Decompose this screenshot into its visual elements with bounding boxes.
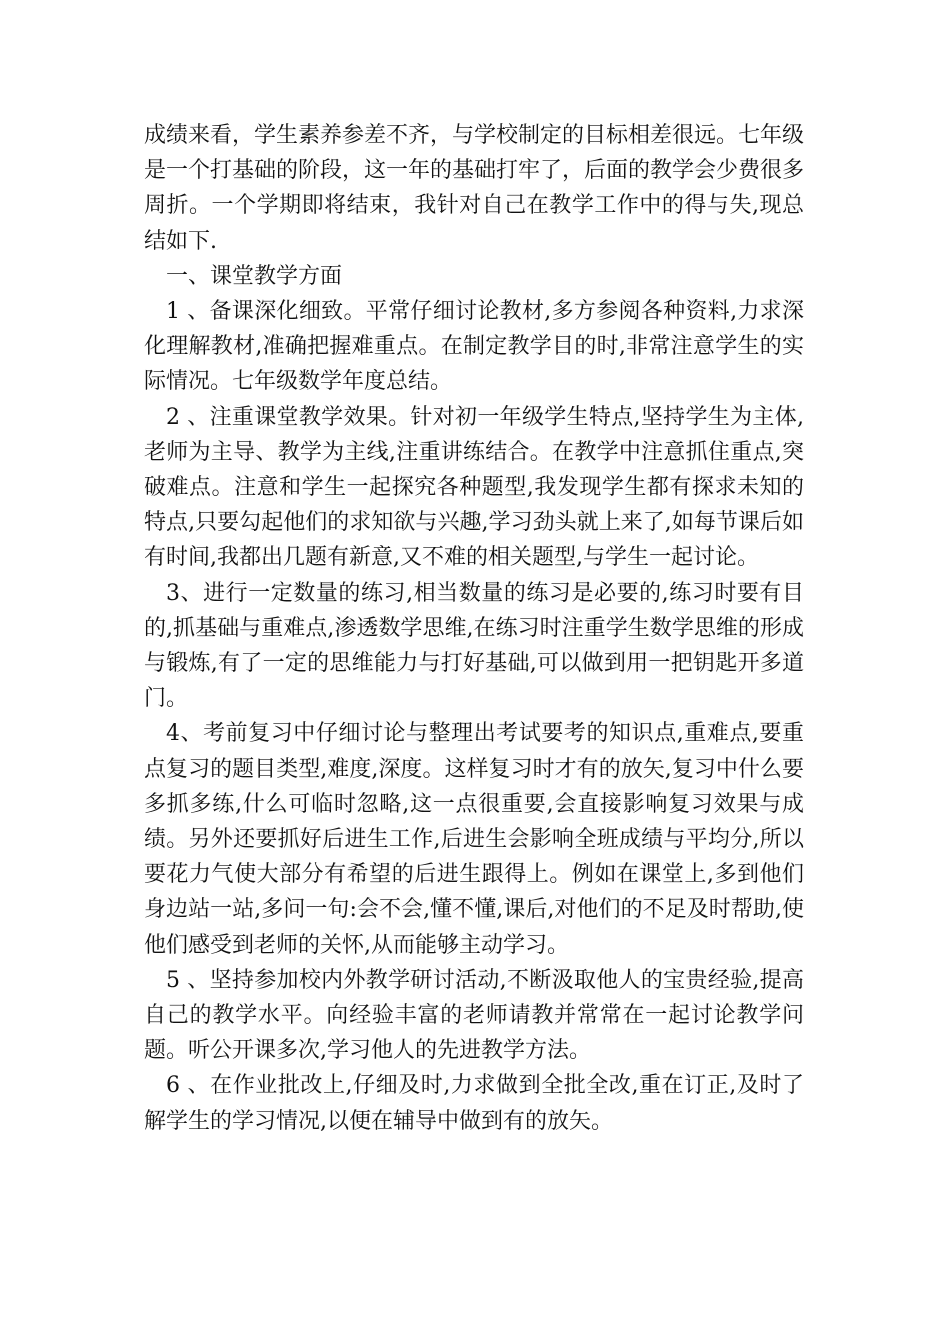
intro-paragraph: 成绩来看，学生素养参差不齐，与学校制定的目标相差很远。七年级是一个打基础的阶段，这一年的基础打牢了，后面的教学会少费很多周折。一个学期即将结束，我针对自己在教学工作中的得与失,现总结如下. xyxy=(144,123,805,254)
list-item-3: 3、进行一定数量的练习,相当数量的练习是必要的,练习时要有目的,抓基础与重难点,渗透数学思维,在练习时注重学生数学思维的形成与锻炼,有了一定的思维能力与打好基础,可以做到用一把钥匙开多道门。 xyxy=(144,580,804,712)
document-page xyxy=(144,118,804,1139)
list-item-1: 1 、备课深化细致。平常仔细讨论教材,多方参阅各种资料,力求深化理解教材,准确把握难重点。在制定教学目的时,非常注意学生的实际情况。七年级数学年度总结。 xyxy=(144,299,804,395)
section-heading: 一、课堂教学方面 xyxy=(166,263,343,289)
list-item-6: 6 、在作业批改上,仔细及时,力求做到全批全改,重在订正,及时了解学生的学习情况,以便在辅导中做到有的放矢。 xyxy=(144,1073,804,1134)
list-item-5: 5 、坚持参加校内外教学研讨活动,不断汲取他人的宝贵经验,提高自己的教学水平。向经验丰富的老师请教并常常在一起讨论教学问题。听公开课多次,学习他人的先进教学方法。 xyxy=(144,967,804,1064)
list-item-2: 2 、注重课堂教学效果。针对初一年级学生特点,坚持学生为主体,老师为主导、教学为主线,注重讲练结合。在教学中注意抓住重点,突破难点。注意和学生一起探究各种题型,我发现学生都有探求未知的特点,只要勾起他们的求知欲与兴趣,学习劲头就上来了,如每节课后如有时间,我都出几题有新意,又不难的相关题型,与学生一起讨论。 xyxy=(144,404,804,571)
list-item-4: 4、考前复习中仔细讨论与整理出考试要考的知识点,重难点,要重点复习的题目类型,难度,深度。这样复习时才有的放矢,复习中什么要多抓多练,什么可临时忽略,这一点很重要,会直接影响复习效果与成绩。另外还要抓好后进生工作,后进生会影响全班成绩与平均分,所以要花力气使大部分有希望的后进生跟得上。例如在课堂上,多到他们身边站一站,多问一句:会不会,懂不懂,课后,对他们的不足及时帮助,使他们感受到老师的关怀,从而能够主动学习。 xyxy=(144,721,804,958)
